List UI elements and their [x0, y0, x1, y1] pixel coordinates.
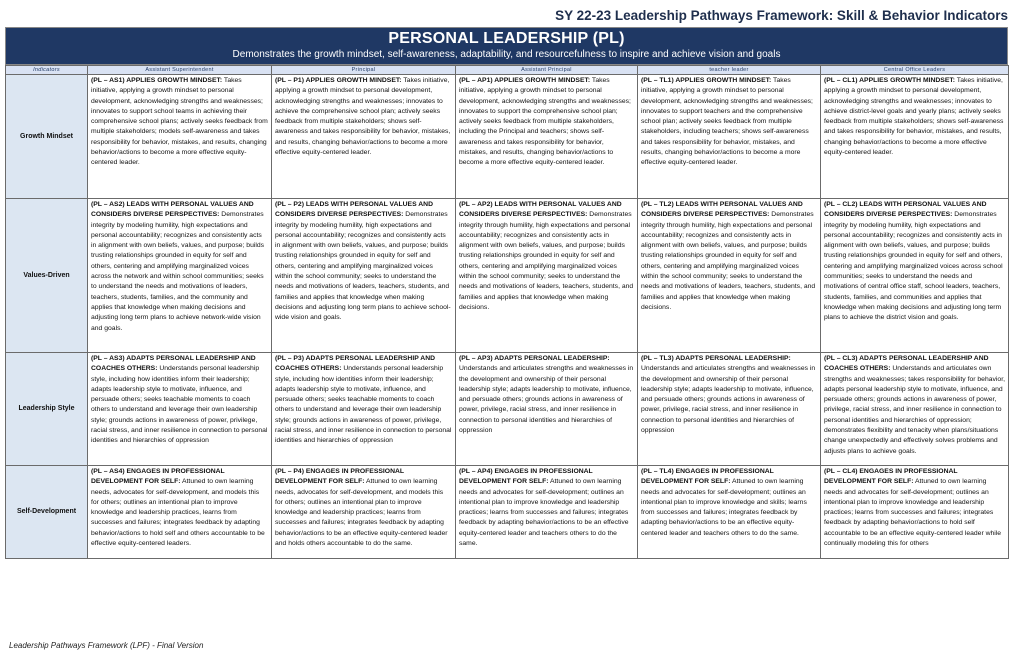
row-label-leadership-style: Leadership Style	[6, 353, 88, 466]
indicator-cell	[88, 353, 272, 466]
indicator-cell	[272, 199, 456, 353]
row-label-growth-mindset: Growth Mindset	[6, 75, 88, 199]
indicator-heading: (PL – TL3) ADAPTS PERSONAL LEADERSHIP:	[641, 355, 791, 362]
indicator-text: Demonstrates integrity by modeling humility, high expectations and personal accountability; recognizes and consistently acts in alignment with own beliefs, values, and purpose; builds trusting relationships grounded in equity for self and others, centering and amplifying marginalized voices across school communities; seeks to understand the needs and motivations of central office staff, school leaders, teachers, students, families, and communities and applies that knowledge when making decisions and adjusting long term plans to achieve the district vision and goals.	[824, 211, 1003, 322]
indicator-cell	[456, 199, 638, 353]
indicator-cell	[88, 75, 272, 199]
indicator-heading: (PL – AP4) ENGAGES IN PROFESSIONAL DEVELOPMENT FOR SELF:	[459, 468, 593, 486]
indicator-text: Takes initiative, applying a growth mindset to personal development, acknowledging strengths and weaknesses; innovates to achieve district-level goals and yearly plans; actively seeks feedback from multiple stakeholders; shows self-awareness and takes responsibility for behavior, mistakes, and results, changing behavior/actions to become a more effective equity-centered leader.	[824, 77, 1004, 157]
indicator-heading: (PL – AS1) APPLIES GROWTH MINDSET:	[91, 77, 223, 84]
indicator-heading: (PL – TL1) APPLIES GROWTH MINDSET:	[641, 77, 772, 84]
indicator-text: Demonstrates integrity through humility, high expectations and personal accountability; recognizes and consistently acts in alignment with own beliefs, values, and purpose; builds trusting relationships grounded in equity for self and others, centering and amplifying marginalized voices within the school community; seeks to understand the needs and motivations of leaders, teachers, students, and families and applies that knowledge when making decisions.	[641, 211, 816, 311]
indicator-heading: (PL – P2) LEADS WITH PERSONAL VALUES AND CONSIDERS DIVERSE PERSPECTIVES:	[275, 201, 433, 219]
indicator-text: Understands and articulates strengths and weaknesses in the development and ownership of their personal leadership style; adapts leadership to motivate, influence, and persuade others; grounds actions in awareness of power, privilege, racial stress, and inner resilience in connection to personal identities and hierarchies of oppression	[641, 365, 816, 435]
indicator-text: Attuned to own learning needs and advocates for self-development; outlines an intentional plan to improve knowledge and leadership practices; learns from successes and failures; integrates feedback by adapting behavior/actions to be an effective equity-centered leader and teachers others to do the same.	[459, 478, 629, 548]
section-title: PERSONAL LEADERSHIP (PL)	[388, 30, 625, 47]
indicator-heading: (PL – TL4) ENGAGES IN PROFESSIONAL DEVELOPMENT FOR SELF:	[641, 468, 774, 486]
indicator-heading: (PL – CL3) ADAPTS PERSONAL LEADERSHIP AND COACHES OTHERS:	[824, 355, 989, 373]
indicator-text: Demonstrates integrity by modeling humility, high expectations and personal accountability; recognizes and consistently acts in alignment with own beliefs, values, and purpose; builds trusting relationships grounded in equity for self and others, centering and amplifying marginalized voices across the network and within school communities; seeks to understand the needs and motivations of leaders, teachers, students, families, and the community and applies that knowledge when making decisions and adjusting long term plans to achieve network-wide vision and goals.	[91, 211, 265, 332]
indicator-text: Attuned to own learning needs, advocates for self-development, and models this for others; outlines an intentional plan to improve knowledge and leadership practices, learns from successes and failures; integrates feedback by adapting behavior/actions to hold self and others accountable to be effective equity-centered leaders.	[91, 478, 265, 548]
table-row	[6, 353, 1009, 466]
section-banner	[5, 27, 1008, 65]
document-footer: Leadership Pathways Framework (LPF) - Final Version	[9, 641, 204, 650]
column-header-assistant-superintendent: Assistant Superintendent	[88, 66, 272, 75]
column-header-indicators: Indicators	[6, 66, 88, 75]
indicator-cell	[456, 75, 638, 199]
indicator-cell	[821, 75, 1009, 199]
indicator-text: Takes initiative, applying a growth mindset to personal development, acknowledging strengths and weaknesses; innovates to support teachers and the comprehensive school plan; actively seeks feedback from multiple stakeholders, including teachers; shows self-awareness and takes responsibility for behavior, mistakes, and results, changing behavior/actions to become a more effective equity-centered leader.	[641, 77, 813, 167]
indicator-text: Demonstrates integrity through humility, high expectations and personal accountability; recognizes and consistently acts in alignment with own beliefs, values, and purpose; builds trusting relationships grounded in equity for self and others, centering and amplifying marginalized voices within the school community; seeks to understand the needs and motivations of leaders, teachers, students, and families and applies that knowledge when making decisions.	[459, 211, 634, 311]
indicator-heading: (PL – CL4) ENGAGES IN PROFESSIONAL DEVELOPMENT FOR SELF:	[824, 468, 958, 486]
indicator-heading: (PL – CL2) LEADS WITH PERSONAL VALUES AND CONSIDERS DIVERSE PERSPECTIVES:	[824, 201, 987, 219]
indicator-heading: (PL – AS4) ENGAGES IN PROFESSIONAL DEVELOPMENT FOR SELF:	[91, 468, 225, 486]
framework-frame	[5, 27, 1008, 559]
indicator-cell	[821, 353, 1009, 466]
indicator-heading: (PL – AS2) LEADS WITH PERSONAL VALUES AND CONSIDERS DIVERSE PERSPECTIVES:	[91, 201, 254, 219]
indicator-heading: (PL – P1) APPLIES GROWTH MINDSET:	[275, 77, 402, 84]
indicator-text: Understands and articulates own strengths and weaknesses; takes responsibility for behavior, adapts personal leadership style to motivate, influence, and persuade others; grounds actions in awareness of power, privilege, racial stress, and inner resilience in connection to personal identities and hierarchies of oppression; demonstrates flexibility and tenacity when plans/situations change unexpectedly and effectively solves problems and adjusts plans to achieve goals.	[824, 365, 1005, 455]
table-row	[6, 75, 1009, 199]
indicator-heading: (PL – P3) ADAPTS PERSONAL LEADERSHIP AND COACHES OTHERS:	[275, 355, 436, 373]
indicator-cell	[88, 466, 272, 559]
indicator-text: Understands and articulates strengths and weaknesses in the development and ownership of their personal leadership style; adapts leadership to motivate, influence, and persuade others; grounds actions in awareness of power, privilege, racial stress, and inner resilience in connection to personal identities and hierarchies of oppression	[459, 365, 634, 435]
section-subtitle: Demonstrates the growth mindset, self-awareness, adaptability, and resourcefulness to inspire and achieve vision and goals	[232, 49, 781, 60]
indicator-heading: (PL – AP3) ADAPTS PERSONAL LEADERSHIP:	[459, 355, 610, 362]
indicator-cell	[821, 466, 1009, 559]
indicator-cell	[638, 353, 821, 466]
indicator-heading: (PL – TL2) LEADS WITH PERSONAL VALUES AND CONSIDERS DIVERSE PERSPECTIVES:	[641, 201, 803, 219]
table-row	[6, 466, 1009, 559]
indicator-text: Attuned to own learning needs, advocates for self-development, and models this for others; outlines an intentional plan to improve knowledge and leadership practices; learns from successes and failures; integrates feedback by adapting behavior/actions to be an effective equity-centered leader and holds others accountable to do the same.	[275, 478, 448, 548]
indicator-cell	[456, 466, 638, 559]
indicator-cell	[272, 75, 456, 199]
indicator-heading: (PL – AP1) APPLIES GROWTH MINDSET:	[459, 77, 591, 84]
column-header-row	[6, 66, 1009, 75]
indicator-text: Understands personal leadership style, including how identities inform their leadership; adapts leadership style to motivate, influence, and persuade others; seeks teachable moments to coach others to understand and leverage their own leadership style; grounds actions in awareness of power, privilege, racial stress, and inner resilience in connection to personal identities and hierarchies of oppression	[275, 365, 452, 445]
indicator-cell	[638, 75, 821, 199]
indicator-text: Takes initiative, applying a growth mindset to personal development, acknowledging strengths and weaknesses; innovates to support the comprehensive school plan; actively seeks feedback from multiple stakeholders, including the Principal and teachers; shows self-awareness and takes responsibility for behavior, mistakes, and results, changing behavior/actions to become a more effective equity-centered leader.	[459, 77, 631, 167]
row-label-values-driven: Values-Driven	[6, 199, 88, 353]
indicator-text: Demonstrates integrity by modeling humility, high expectations and personal accountability; recognizes and consistently acts in alignment with own beliefs, values, and purpose; builds trusting relationships grounded in equity for self and others, centering and amplifying marginalized voices within the school community; seeks to understand the needs and motivations of leaders, teachers, students, and families and applies that knowledge when making decisions and adjusting long term plans to achieve school-wide vision and goals.	[275, 211, 451, 322]
column-header-assistant-principal: Assistant Principal	[456, 66, 638, 75]
indicator-heading: (PL – P4) ENGAGES IN PROFESSIONAL DEVELOPMENT FOR SELF:	[275, 468, 404, 486]
indicator-cell	[272, 353, 456, 466]
row-label-self-development: Self-Development	[6, 466, 88, 559]
column-header-principal: Principal	[272, 66, 456, 75]
indicator-cell	[821, 199, 1009, 353]
indicator-heading: (PL – AP2) LEADS WITH PERSONAL VALUES AND CONSIDERS DIVERSE PERSPECTIVES:	[459, 201, 622, 219]
indicator-heading: (PL – AS3) ADAPTS PERSONAL LEADERSHIP AND COACHES OTHERS:	[91, 355, 256, 373]
indicator-cell	[272, 466, 456, 559]
indicator-text: Attuned to own learning needs and advocates for self-development; outlines an intentional plan to improve knowledge and leadership practices; learns from successes and failures; integrates feedback by adapting behavior/actions to hold self accountable to be an effective equity-centered leader while continually modeling this for others	[824, 478, 1002, 548]
indicator-cell	[638, 466, 821, 559]
indicator-text: Attuned to own learning needs and advocates for self-development; outlines an intentional plan to improve knowledge and skills; learns from successes and failures; integrates feedback by adapting behavior/actions to be an effective equity-centered leader and teachers others to do the same.	[641, 478, 807, 537]
column-header-teacher-leader: teacher leader	[638, 66, 821, 75]
indicator-text: Takes initiative, applying a growth mindset to personal development, acknowledging strengths and weaknesses; innovates to achieve the comprehensive school plan; actively seeks feedback from multiple stakeholders; shows self-awareness and takes responsibility for behavior, mistakes, and results, changing behavior/actions to become a more effective equity-centered leader.	[275, 77, 451, 157]
indicator-text: Takes initiative, applying a growth mindset to personal development, acknowledging strengths and weaknesses; innovates to support school teams in achieving their comprehensive school plans; actively seeks feedback from multiple stakeholders; models self-awareness and takes responsibility for behavior, mistakes, and results, changing behavior/actions to become a more effective equity-centered leader.	[91, 77, 268, 167]
indicator-table	[5, 65, 1009, 559]
column-header-central-office-leaders: Central Office Leaders	[821, 66, 1009, 75]
table-row	[6, 199, 1009, 353]
indicator-cell	[638, 199, 821, 353]
indicator-cell	[88, 199, 272, 353]
indicator-cell	[456, 353, 638, 466]
document-title: SY 22-23 Leadership Pathways Framework: Skill & Behavior Indicators	[555, 8, 1008, 23]
indicator-heading: (PL – CL1) APPLIES GROWTH MINDSET:	[824, 77, 956, 84]
indicator-text: Understands personal leadership style, including how identities inform their leadership; adapts leadership style to motivate, influence, and persuade others; seeks teachable moments to coach others to understand and leverage their own leadership style; grounds actions in awareness of power, privilege, racial stress, and inner resilience in connection to personal identities and hierarchies of oppression	[91, 365, 268, 445]
